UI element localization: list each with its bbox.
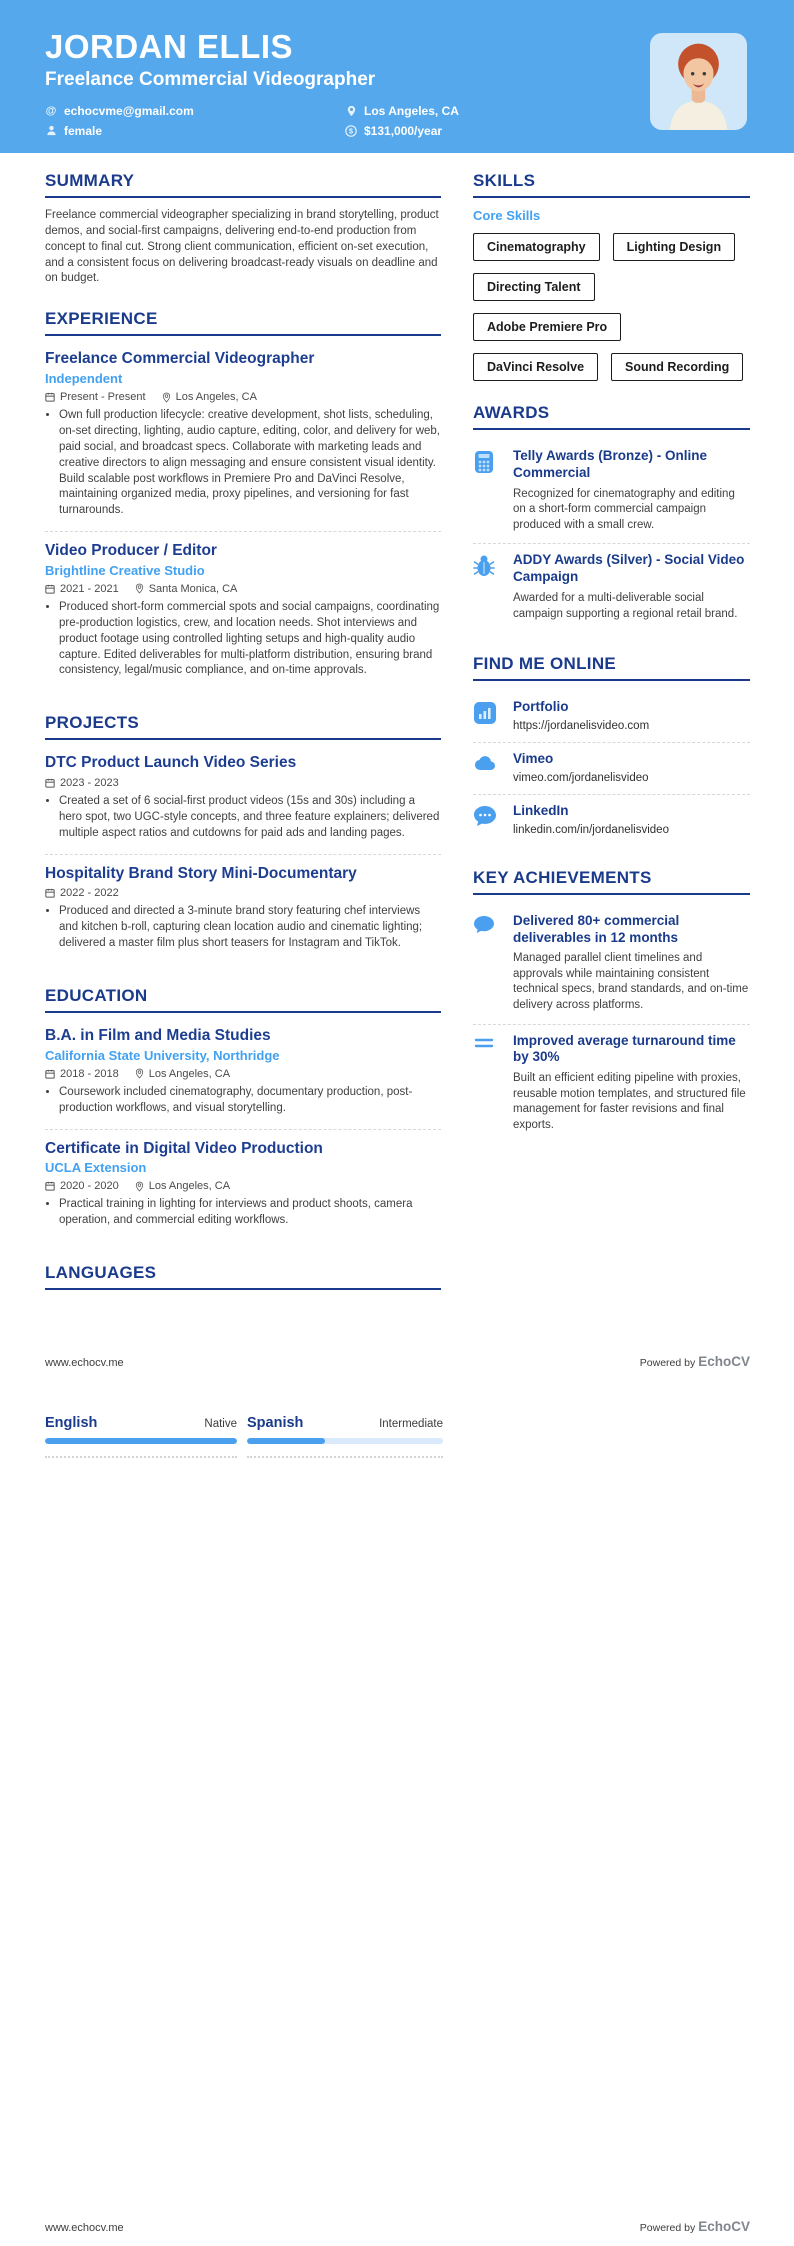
award-entry	[473, 543, 750, 632]
speech-bubble-icon	[473, 913, 499, 1014]
award-entry	[473, 440, 750, 543]
skill-chip: DaVinci Resolve	[473, 353, 598, 381]
date-range: Present - Present	[45, 391, 146, 403]
experience-entry	[45, 346, 441, 531]
skills-heading: SKILLS	[473, 171, 750, 198]
award-description: Awarded for a multi-deliverable social campaign supporting a regional retail brand.	[513, 592, 738, 620]
experience-heading: EXPERIENCE	[45, 309, 441, 336]
contact-salary	[345, 121, 605, 141]
resume-header	[0, 0, 794, 153]
key-achievements-heading: KEY ACHIEVEMENTS	[473, 868, 750, 895]
education-location: Los Angeles, CA	[135, 1180, 230, 1192]
project-meta	[45, 777, 441, 789]
project-title: DTC Product Launch Video Series	[45, 754, 297, 772]
calculator-badge-icon	[473, 448, 499, 533]
contact-location	[345, 101, 605, 121]
site-link[interactable]: www.echocv.me	[45, 1357, 124, 1370]
person-icon	[45, 125, 57, 137]
at-icon: @	[45, 104, 57, 117]
experience-section	[45, 309, 441, 691]
job-meta	[45, 583, 441, 595]
calendar-icon	[45, 888, 55, 898]
skill-chip: Directing Talent	[473, 273, 595, 301]
site-link[interactable]: www.echocv.me	[45, 2222, 124, 2234]
date-range: 2021 - 2021	[45, 583, 119, 595]
key-achievements-section	[473, 868, 750, 1144]
skills-chips	[473, 233, 750, 381]
calendar-icon	[45, 778, 55, 788]
location-value: Los Angeles, CA	[364, 103, 459, 118]
powered-by: Powered by EchoCV	[639, 1354, 750, 1370]
dotted-divider	[45, 1456, 237, 1458]
candidate-title: Freelance Commercial Videographer	[45, 68, 376, 90]
education-section	[45, 986, 441, 1241]
language-level: Native	[204, 1418, 237, 1431]
svg-text:$: $	[348, 126, 354, 136]
language-entry	[45, 1415, 237, 1458]
languages-list	[0, 1415, 794, 1458]
award-description: Recognized for cinematography and editing on a short-form commercial campaign produced with a small crew.	[513, 487, 735, 531]
online-label: Vimeo	[513, 750, 554, 766]
online-entry	[473, 691, 750, 742]
achievement-title: Delivered 80+ commercial deliverables in 12 months	[513, 912, 680, 945]
summary-text: Freelance commercial videographer specializing in brand storytelling, product demos, and social-first campaigns, delivering end-to-end production from concept to final cut. Strong client communication, efficient on-set execution, and a consistent focus on delivering broadcast-ready visuals on deadline and on budget.	[45, 209, 439, 285]
education-meta	[45, 1180, 441, 1192]
education-bullet: • Coursework included cinematography, documentary production, post-production workflows, and visual storytelling.	[59, 1085, 441, 1117]
awards-heading: AWARDS	[473, 403, 750, 430]
calendar-icon	[45, 584, 55, 594]
location-pin-icon	[162, 392, 171, 403]
languages-section	[45, 1263, 441, 1290]
location-pin-icon	[135, 1068, 144, 1079]
avatar	[650, 33, 747, 130]
contact-info	[45, 101, 605, 141]
education-bullet: • Practical training in lighting for interviews and product shoots, camera operation, and commercial editing workflows.	[59, 1197, 441, 1229]
award-title: Telly Awards (Bronze) - Online Commercial	[513, 448, 708, 480]
date-range: 2020 - 2020	[45, 1180, 119, 1192]
date-range: 2018 - 2018	[45, 1068, 119, 1080]
project-bullet: • Created a set of 6 social-first product videos (15s and 30s) including a hero spot, two UGC-style concepts, and three feature explainers; delivered multiple aspect ratios and cutdowns for paid ads and landing pages.	[59, 794, 441, 842]
languages-heading: LANGUAGES	[45, 1263, 441, 1290]
date-range: 2023 - 2023	[45, 777, 119, 789]
content-columns	[0, 153, 794, 1312]
calendar-icon	[45, 392, 55, 402]
job-bullet: • Own full production lifecycle: creative development, shot lists, scheduling, on-set directing, lighting, audio capture, editing, color, and delivery for web, paid social, and broadcast specs. Collaborate with marketing leads and creative directors to align messaging and ensure consistent visual identity. Build scalable post workflows in Premiere Pro and DaVinci Resolve, maintaining organized media, proxy pipelines, and versioning for fast turnarounds.	[59, 408, 441, 519]
calendar-icon	[45, 1069, 55, 1079]
achievement-entry	[473, 1024, 750, 1144]
language-entry	[247, 1415, 443, 1458]
achievement-description: Managed parallel client timelines and approvals while maintaining consistent technical specs, brand standards, and on-time delivery across platforms.	[513, 952, 749, 1011]
dotted-divider	[247, 1456, 443, 1458]
projects-section	[45, 713, 441, 964]
language-progress-fill	[247, 1438, 325, 1444]
cloud-icon	[473, 751, 499, 784]
job-location: Santa Monica, CA	[135, 583, 238, 595]
education-entry	[45, 1023, 441, 1129]
skill-chip: Lighting Design	[613, 233, 735, 261]
summary-heading: SUMMARY	[45, 171, 441, 198]
achievement-entry	[473, 905, 750, 1024]
language-name: English	[45, 1415, 98, 1432]
skill-chip: Cinematography	[473, 233, 600, 261]
job-title: Video Producer / Editor	[45, 542, 217, 560]
bar-chart-icon	[473, 699, 499, 732]
education-heading: EDUCATION	[45, 986, 441, 1013]
location-pin-icon	[345, 105, 357, 117]
online-url[interactable]: vimeo.com/jordanelisvideo	[513, 771, 649, 784]
company-name: Brightline Creative Studio	[45, 562, 205, 578]
skills-section	[473, 171, 750, 381]
school-name: California State University, Northridge	[45, 1047, 280, 1063]
company-name: Independent	[45, 371, 123, 387]
left-column	[45, 171, 441, 1312]
project-bullet: • Produced and directed a 3-minute brand story featuring chef interviews and kitchen b-roll, capturing clean location audio and cinematic lighting; delivered a master film plus short teasers for Instagram and TikTok.	[59, 904, 441, 952]
education-meta	[45, 1068, 441, 1080]
page-footer	[0, 1354, 794, 1369]
job-meta	[45, 391, 441, 403]
awards-section	[473, 403, 750, 632]
job-bullet: • Produced short-form commercial spots and social campaigns, coordinating pre-production logistics, crew, and location needs. Shot interviews and product footage using controlled lighting setups and high-quality audio capture. Edited deliverables for multi-platform distribution, ensuring brand consistency, legal/music compliance, and on-time approvals.	[59, 600, 441, 679]
contact-email	[45, 101, 345, 121]
date-range: 2022 - 2022	[45, 887, 119, 899]
email-value: echocvme@gmail.com	[64, 103, 194, 118]
chat-bubble-icon	[473, 803, 499, 836]
online-url[interactable]: linkedin.com/in/jordanelisvideo	[513, 823, 669, 836]
achievement-title: Improved average turnaround time by 30%	[513, 1032, 736, 1065]
online-entry	[473, 742, 750, 794]
education-location: Los Angeles, CA	[135, 1068, 230, 1080]
find-me-online-heading: FIND ME ONLINE	[473, 654, 750, 681]
online-entry	[473, 794, 750, 846]
award-title: ADDY Awards (Silver) - Social Video Campaign	[513, 552, 745, 585]
projects-heading: PROJECTS	[45, 713, 441, 740]
education-entry	[45, 1129, 441, 1242]
skill-chip: Adobe Premiere Pro	[473, 313, 621, 341]
candidate-name: JORDAN ELLIS	[45, 28, 294, 65]
degree-title: B.A. in Film and Media Studies	[45, 1027, 271, 1045]
language-progress-fill	[45, 1438, 237, 1444]
bottom-footer	[0, 2219, 794, 2234]
project-entry	[45, 750, 441, 853]
online-url[interactable]: https://jordanelisvideo.com	[513, 719, 650, 732]
find-me-online-section	[473, 654, 750, 846]
experience-entry	[45, 531, 441, 691]
dollar-icon	[345, 125, 357, 137]
achievement-description: Built an efficient editing pipeline with proxies, reusable motion templates, and structured file management for faster revisions and final exports.	[513, 1072, 746, 1131]
language-progress-bar	[247, 1438, 443, 1444]
salary-value: $131,000/year	[364, 123, 443, 138]
summary-section	[45, 171, 441, 287]
job-location: Los Angeles, CA	[162, 391, 257, 403]
echocv-brand: EchoCV	[698, 1354, 750, 1370]
language-name: Spanish	[247, 1415, 304, 1432]
gender-value: female	[64, 123, 103, 138]
school-name: UCLA Extension	[45, 1160, 147, 1176]
powered-by: Powered by EchoCV	[639, 2219, 750, 2234]
echocv-brand: EchoCV	[698, 2219, 750, 2234]
online-label: Portfolio	[513, 699, 569, 715]
project-entry	[45, 854, 441, 964]
bug-badge-icon	[473, 552, 499, 622]
skills-group-label: Core Skills	[473, 208, 541, 223]
language-progress-bar	[45, 1438, 237, 1444]
right-column	[473, 171, 750, 1312]
job-title: Freelance Commercial Videographer	[45, 350, 315, 368]
online-label: LinkedIn	[513, 802, 569, 818]
location-pin-icon	[135, 1181, 144, 1192]
location-pin-icon	[135, 583, 144, 594]
contact-gender	[45, 121, 345, 141]
degree-title: Certificate in Digital Video Production	[45, 1139, 323, 1157]
project-meta	[45, 887, 441, 899]
equals-lines-icon	[473, 1033, 499, 1134]
skill-chip: Sound Recording	[611, 353, 743, 381]
project-title: Hospitality Brand Story Mini-Documentary	[45, 864, 357, 882]
calendar-icon	[45, 1181, 55, 1191]
language-level: Intermediate	[379, 1418, 443, 1431]
